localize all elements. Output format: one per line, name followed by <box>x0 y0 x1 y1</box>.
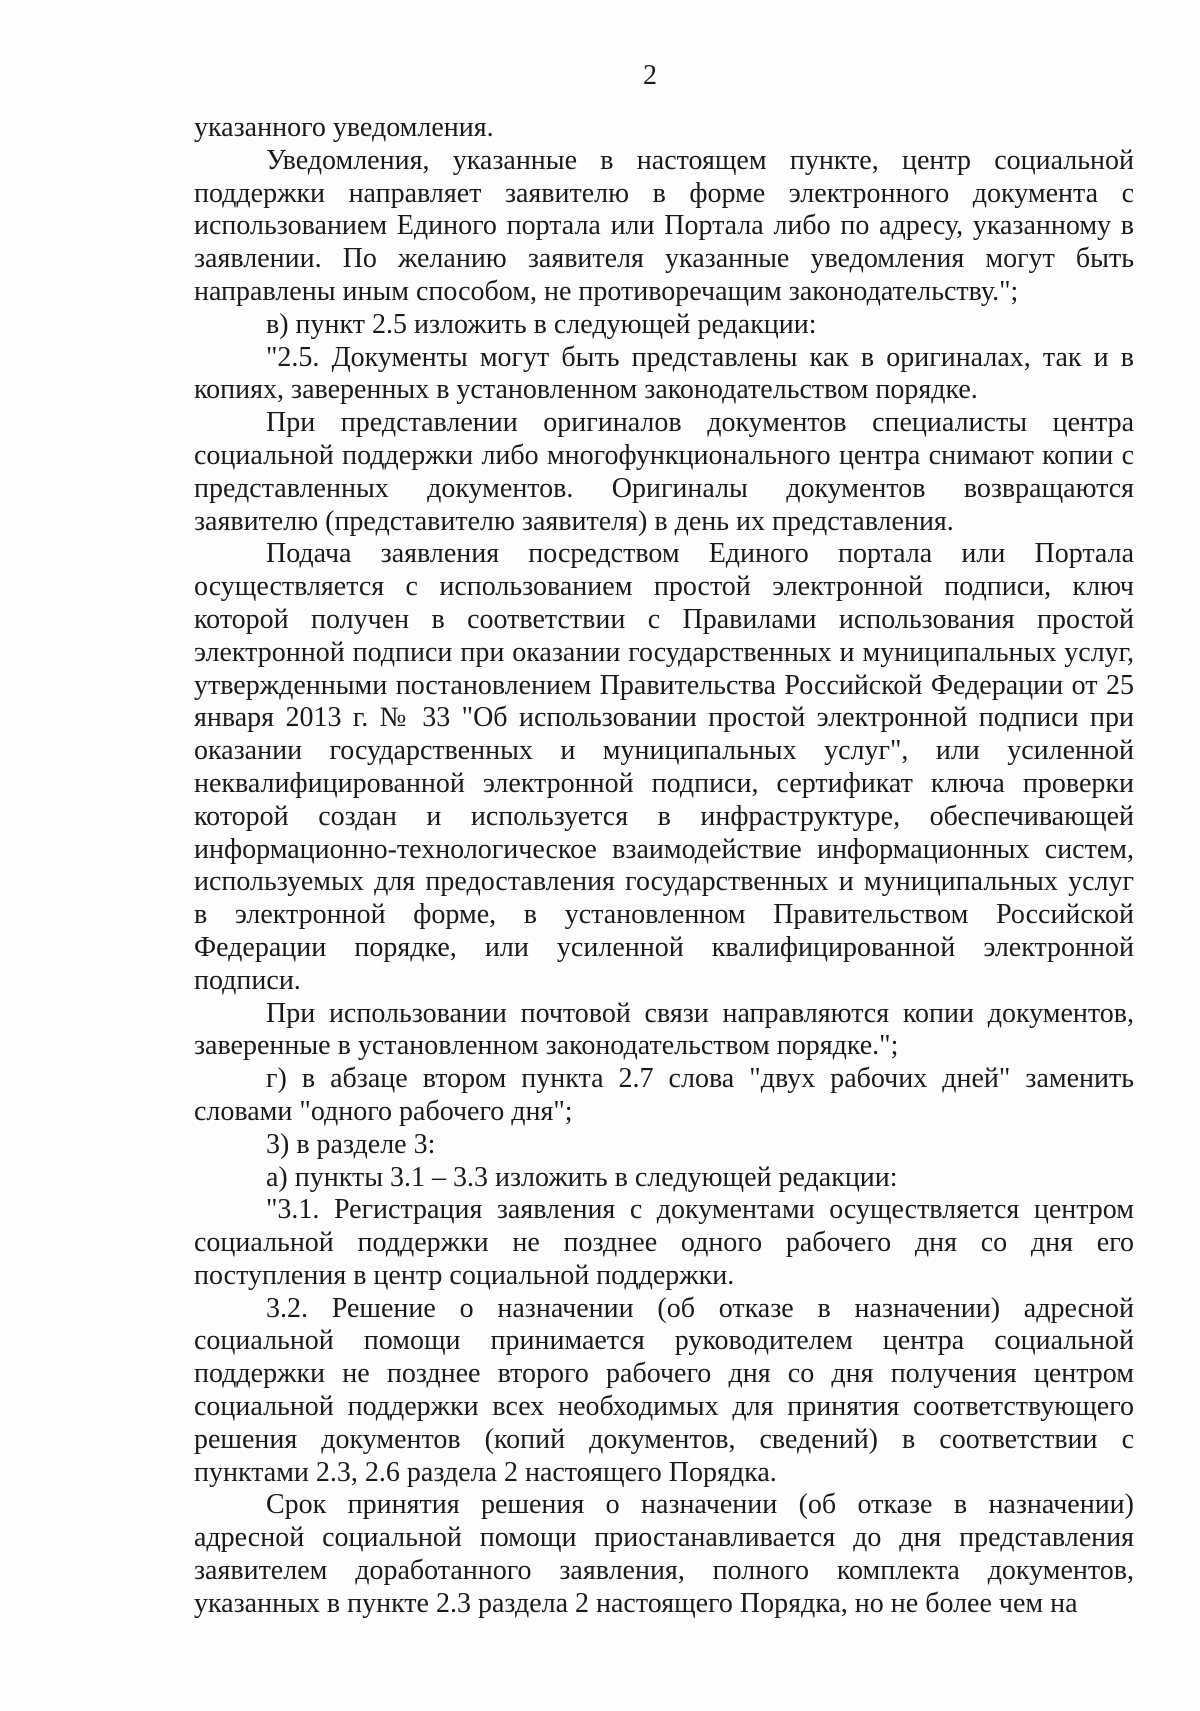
paragraph-13: Срок принятия решения о назначении (об отказе в назначении) адресной социальной помощи приостанавливается до дня представления заявителем доработанного заявления, полного комплекта документов, указанных в пункте 2.3 раздела 2 настоящего Порядка, но не более чем на <box>194 1489 1134 1619</box>
paragraph-9: 3) в разделе 3: <box>266 1128 436 1160</box>
paragraph-2: Уведомления, указанные в настоящем пункте, центр социальной поддержки направляет заявителю в форме электронного документа с использованием Единого портала или Портала либо по адресу, указанному в заявлении. По желанию заявителя указанные уведомления могут быть направлены иным способом, не противоречащим законодательству."; <box>194 144 1134 307</box>
paragraph-11: "3.1. Регистрация заявления с документами осуществляется центром социальной поддержки не позднее одного рабочего дня со дня его поступления в центр социальной поддержки. <box>194 1194 1134 1291</box>
paragraph-3: в) пункт 2.5 изложить в следующей редакции: <box>266 308 817 340</box>
document-body <box>194 112 1134 1621</box>
paragraph-12: 3.2. Решение о назначении (об отказе в назначении) адресной социальной помощи принимается руководителем центра социальной поддержки не позднее второго рабочего дня со дня получения центром социальной поддержки всех необходимых для принятия соответствующего решения документов (копий документов, сведений) в соответствии с пунктами 2.3, 2.6 раздела 2 настоящего Порядка. <box>194 1292 1134 1488</box>
paragraph-4: "2.5. Документы могут быть представлены как в оригиналах, так и в копиях, заверенных в установленном законодательством порядке. <box>194 341 1134 406</box>
paragraph-10: а) пункты 3.1 – 3.3 изложить в следующей редакции: <box>266 1161 898 1193</box>
paragraph-1: указанного уведомления. <box>194 112 494 143</box>
page-number: 2 <box>643 60 657 91</box>
paragraph-5: При представлении оригиналов документов специалисты центра социальной поддержки либо многофункционального центра снимают копии с представленных документов. Оригиналы документов возвращаются заявителю (представителю заявителя) в день их представления. <box>194 407 1134 537</box>
paragraph-6: Подача заявления посредством Единого портала или Портала осуществляется с использованием простой электронной подписи, ключ которой получен в соответствии с Правилами использования простой электронной подписи при оказании государственных и муниципальных услуг, утвержденными постановлением Правительства Российской Федерации от 25 января 2013 г. № 33 "Об использовании простой электронной подписи при оказании государственных и муниципальных услуг", или усиленной неквалифицированной электронной подписи, сертификат ключа проверки которой создан и используется в инфраструктуре, обеспечивающей информационно-технологическое взаимодействие информационных систем, используемых для предоставления государственных и муниципальных услуг в электронной форме, в установленном Правительством Российской Федерации порядке, или усиленной квалифицированной электронной подписи. <box>194 538 1134 996</box>
paragraph-8: г) в абзаце втором пункта 2.7 слова "двух рабочих дней" заменить словами "одного рабочего дня"; <box>194 1063 1134 1127</box>
paragraph-7: При использовании почтовой связи направляются копии документов, заверенные в установленном законодательством порядке."; <box>194 997 1134 1062</box>
